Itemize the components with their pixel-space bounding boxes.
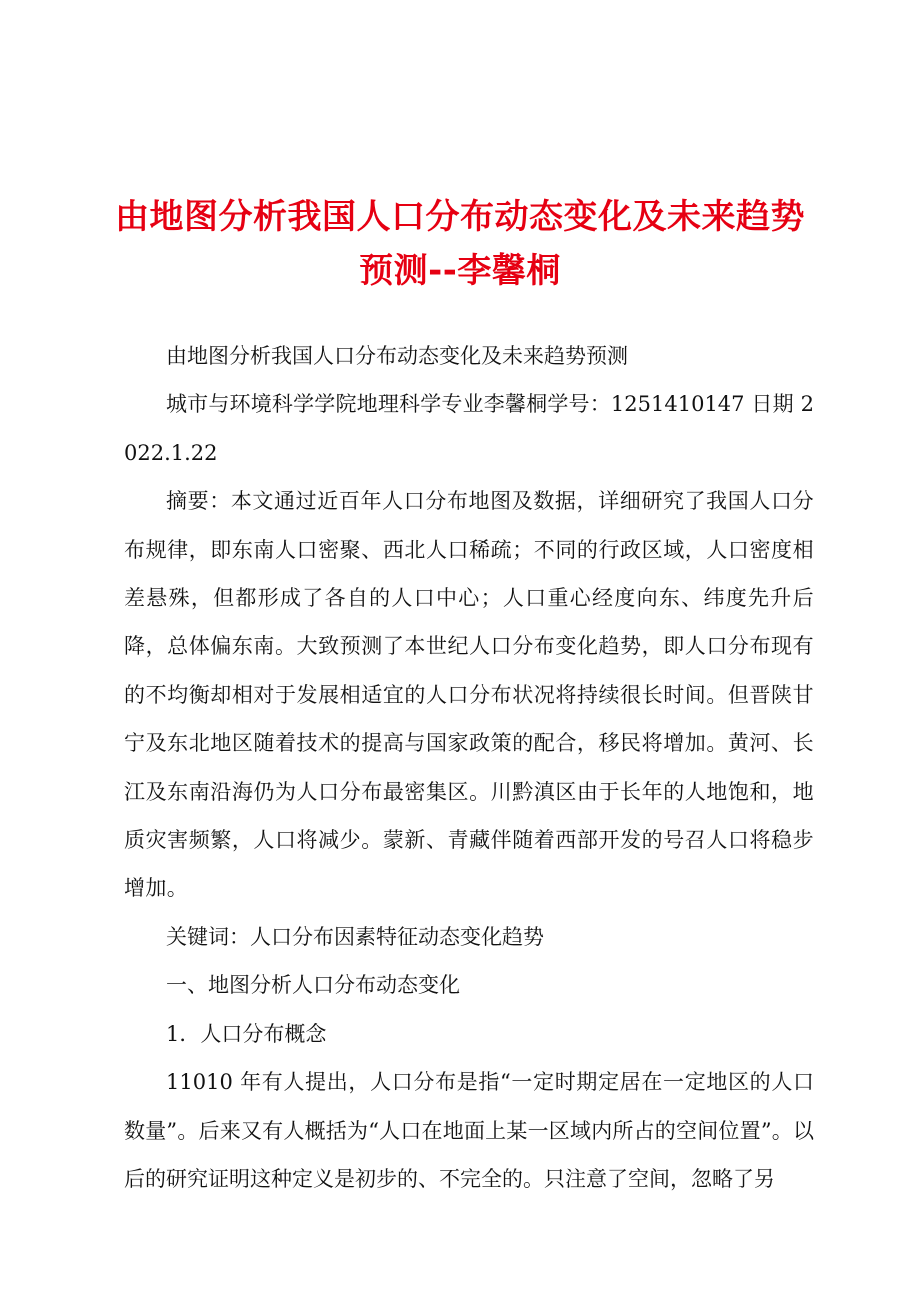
abstract-paragraph: 摘要：本文通过近百年人口分布地图及数据，详细研究了我国人口分布规律，即东南人口密聚、西北人口稀疏；不同的行政区域，人口密度相差悬殊，但都形成了各自的人口中心；人口重心经度向东、纬度先升后降，总体偏东南。大致预测了本世纪人口分布变化趋势，即人口分布现有的不均衡却相对于发展相适宜的人口分布状况将持续很长时间。但晋陕甘宁及东北地区随着技术的提高与国家政策的配合，移民将增加。黄河、长江及东南沿海仍为人口分布最密集区。川黔滇区由于长年的人地饱和，地质灾害频繁，人口将减少。蒙新、青藏伴随着西部开发的号召人口将稳步增加。 xyxy=(124,489,814,901)
subtitle-paragraph: 由地图分析我国人口分布动态变化及未来趋势预测 xyxy=(166,344,628,368)
keywords-paragraph: 关键词：人口分布因素特征动态变化趋势 xyxy=(166,924,544,949)
section-heading: 一、地图分析人口分布动态变化 xyxy=(166,973,460,998)
author-info-paragraph: 城市与环境科学学院地理科学专业李馨桐学号：1251410147 日期 2022.1.22 xyxy=(124,392,814,465)
body-paragraph: 11010 年有人提出，人口分布是指“一定时期定居在一定地区的人口数量”。后来又有人概括为“人口在地面上某一区域内所占的空间位置”。以后的研究证明这种定义是初步的、不完全的。只注意了空间，忽略了另 xyxy=(124,1070,814,1191)
subsection-heading: 1．人口分布概念 xyxy=(166,1021,327,1046)
document-body xyxy=(124,332,814,1203)
document-title: 由地图分析我国人口分布动态变化及未来趋势预测--李馨桐 xyxy=(115,197,805,291)
